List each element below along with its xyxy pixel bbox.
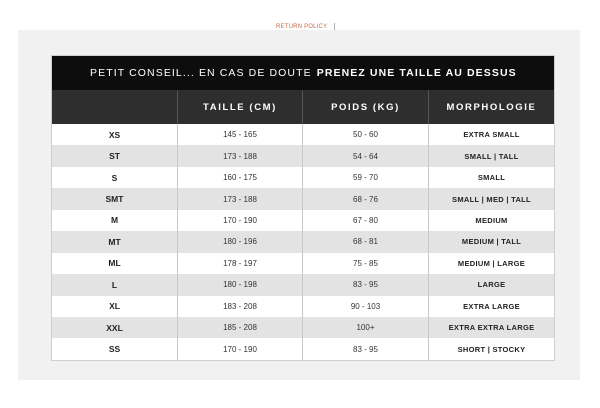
morphologie-cell: MEDIUM | TALL <box>428 231 554 252</box>
size-cell: SS <box>108 344 121 355</box>
table-row <box>52 145 554 166</box>
taille-cell: 185 - 208 <box>177 317 302 338</box>
poids-cell: 100+ <box>302 317 428 338</box>
table-row <box>52 124 554 145</box>
morphologie-cell: SMALL | MED | TALL <box>428 188 554 209</box>
morphologie-cell: LARGE <box>428 274 554 295</box>
size-cell: ST <box>109 151 120 162</box>
taille-cell: 160 - 175 <box>177 167 302 188</box>
header-size <box>52 90 177 124</box>
table-row <box>52 253 554 274</box>
poids-cell: 68 - 76 <box>302 188 428 209</box>
poids-cell: 83 - 95 <box>302 274 428 295</box>
advice-emphasis: PRENEZ UNE TAILLE AU DESSUS <box>316 67 517 79</box>
table-row <box>52 188 554 209</box>
size-cell: XXL <box>106 322 123 333</box>
table-row <box>52 274 554 295</box>
header-poids: POIDS (KG) <box>302 90 428 124</box>
size-chart-table <box>51 55 555 361</box>
poids-cell: 68 - 81 <box>302 231 428 252</box>
size-cell: M <box>110 215 119 226</box>
morphologie-cell: SHORT | STOCKY <box>428 338 554 359</box>
header-taille: TAILLE (CM) <box>177 90 302 124</box>
size-cell: XS <box>108 129 121 140</box>
taille-cell: 183 - 208 <box>177 296 302 317</box>
taille-cell: 145 - 165 <box>177 124 302 145</box>
poids-cell: 50 - 60 <box>302 124 428 145</box>
table-row <box>52 167 554 188</box>
table-row <box>52 317 554 338</box>
taille-cell: 173 - 188 <box>177 188 302 209</box>
poids-cell: 54 - 64 <box>302 145 428 166</box>
table-body <box>52 124 554 360</box>
table-row <box>52 210 554 231</box>
table-row <box>52 296 554 317</box>
morphologie-cell: MEDIUM <box>428 210 554 231</box>
taille-cell: 170 - 190 <box>177 338 302 359</box>
morphologie-cell: SMALL | TALL <box>428 145 554 166</box>
size-cell: SMT <box>105 194 124 205</box>
advice-text: PETIT CONSEIL... EN CAS DE DOUTE <box>90 67 312 79</box>
taille-cell: 180 - 198 <box>177 274 302 295</box>
morphologie-cell: SMALL <box>428 167 554 188</box>
morphologie-cell: EXTRA EXTRA LARGE <box>428 317 554 338</box>
poids-cell: 67 - 80 <box>302 210 428 231</box>
taille-cell: 170 - 190 <box>177 210 302 231</box>
taille-cell: 178 - 197 <box>177 253 302 274</box>
taille-cell: 173 - 188 <box>177 145 302 166</box>
size-cell: ML <box>108 258 121 269</box>
morphologie-cell: MEDIUM | LARGE <box>428 253 554 274</box>
top-link[interactable]: RETURN POLICY <box>276 24 328 30</box>
poids-cell: 75 - 85 <box>302 253 428 274</box>
poids-cell: 83 - 95 <box>302 338 428 359</box>
advice-banner <box>52 56 554 90</box>
size-cell: L <box>111 279 118 290</box>
size-cell: MT <box>108 236 121 247</box>
table-row <box>52 231 554 252</box>
table-row <box>52 338 554 359</box>
morphologie-cell: EXTRA SMALL <box>428 124 554 145</box>
poids-cell: 59 - 70 <box>302 167 428 188</box>
size-cell: XL <box>109 301 120 312</box>
poids-cell: 90 - 103 <box>302 296 428 317</box>
header-morphologie: MORPHOLOGIE <box>428 90 554 124</box>
table-header <box>52 90 554 124</box>
taille-cell: 180 - 196 <box>177 231 302 252</box>
morphologie-cell: EXTRA LARGE <box>428 296 554 317</box>
size-cell: S <box>111 172 118 183</box>
